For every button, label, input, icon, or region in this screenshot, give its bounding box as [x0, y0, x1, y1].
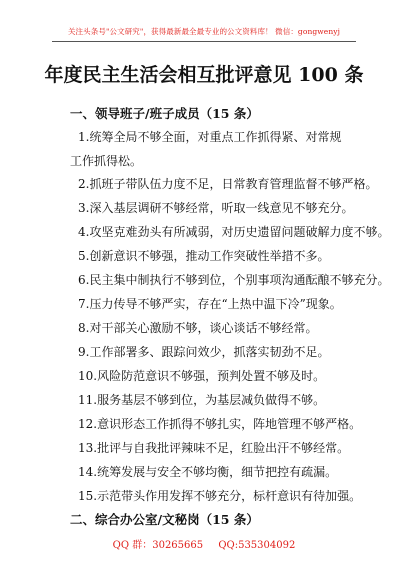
- list-item: 7.压力传导不够严实，存在“上热中温下冷”现象。: [78, 297, 342, 311]
- list-item: 13.批评与自我批评辣味不足，红脸出汗不够经常。: [78, 441, 350, 455]
- section-heading-leadership: 一、领导班子/班子成员（15 条）: [70, 106, 259, 121]
- section-heading-office: 二、综合办公室/文秘岗（15 条）: [70, 512, 259, 527]
- list-item: 3.深入基层调研不够经常，听取一线意见不够充分。: [78, 201, 354, 215]
- list-item: 10.风险防范意识不够强，预判处置不够及时。: [78, 369, 326, 383]
- header-banner: 关注头条号"公文研究"，获得最新最全最专业的公文资料库！ 微信：gongwenyj: [67, 27, 341, 36]
- list-item: 11.服务基层不够到位，为基层减负做得不够。: [78, 393, 326, 407]
- footer-contact: [0, 536, 408, 551]
- list-item: 15.示范带头作用发挥不够充分，标杆意识有待加强。: [78, 489, 362, 503]
- list-item: 8.对干部关心激励不够，谈心谈话不够经常。: [78, 321, 318, 335]
- list-item: 12.意识形态工作抓得不够扎实，阵地管理不够严格。: [78, 417, 362, 431]
- document-title: 年度民主生活会相互批评意见 100 条: [44, 64, 364, 86]
- list-item: 2.抓班子带队伍力度不足，日常教育管理监督不够严格。: [78, 177, 378, 191]
- footer-qq-group: QQ 群：30265665: [112, 540, 204, 551]
- list-item: 14.统筹发展与安全不够均衡，细节把控有疏漏。: [78, 465, 338, 479]
- header-divider: [52, 41, 356, 42]
- footer-qq: QQ:535304092: [218, 540, 296, 551]
- list-item: 1.统筹全局不够全面，对重点工作抓得紧、对常规工作抓得松。: [70, 130, 342, 168]
- list-item: 9.工作部署多、跟踪问效少，抓落实韧劲不足。: [78, 345, 330, 359]
- list-item: 4.攻坚克难劲头有所减弱，对历史遗留问题破解力度不够。: [78, 225, 390, 239]
- list-item: 5.创新意识不够强，推动工作突破性举措不多。: [78, 249, 330, 263]
- list-item: 6.民主集中制执行不够到位，个别事项沟通酝酿不够充分。: [78, 273, 390, 287]
